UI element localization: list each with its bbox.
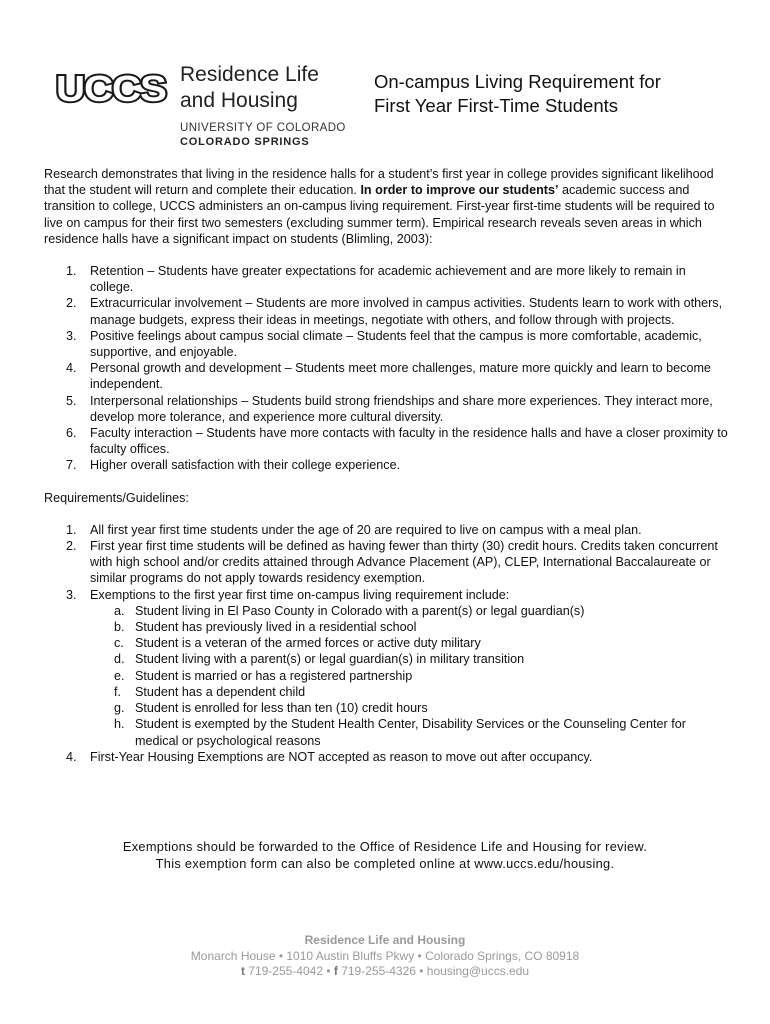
exemption-item: g. Student is enrolled for less than ten (10) credit hours — [114, 701, 428, 716]
requirements-list — [44, 522, 728, 765]
exemption-item: e. Student is married or has a registered partnership — [114, 668, 413, 683]
campus-name: COLORADO SPRINGS — [180, 136, 310, 148]
closing-line-2: This exemption form can also be completed online at www.uccs.edu/housing. — [155, 856, 615, 871]
exemption-item: b. Student has previously lived in a residential school — [114, 620, 417, 635]
exemption-item: a. Student living in El Paso County in Colorado with a parent(s) or legal guardian(s) — [114, 603, 585, 618]
university-name: UNIVERSITY OF COLORADO — [180, 122, 346, 134]
exemption-item: c. Student is a veteran of the armed forces or active duty military — [114, 636, 481, 651]
intro-paragraph — [44, 166, 728, 247]
intro-text-2: academic success and transition to college, UCCS administers an on-campus living requirement. First-year first-time students will be required to live on campus for their first two semesters (excluding summer term). Empirical research reveals seven areas in which residence halls have a significant impact on students (Blimling, 2003): — [44, 183, 715, 246]
impact-area-item: 7. Higher overall satisfaction with their college experience. — [66, 458, 401, 473]
requirements-heading: Requirements/Guidelines: — [44, 490, 189, 505]
exemption-item: h. Student is exempted by the Student Health Center, Disability Services or the Counseling Center for medical or psychological reasons — [114, 717, 686, 748]
impact-area-item: 1. Retention – Students have greater expectations for academic achievement and are more likely to remain in college. — [66, 264, 686, 295]
document-body — [44, 166, 728, 765]
impact-areas-list — [44, 263, 728, 474]
intro-text-1: Research demonstrates that living in the residence halls for a student’s first year in college provides significant likelihood that the student will return and complete their education. — [44, 167, 714, 198]
requirement-item: 3. Exemptions to the first year first time on-campus living requirement include: a. Student living in El Paso County in Colorado with a parent(s) or legal guardian(s) b. Student has previously lived in a residential school c. Student is a veteran of the armed forces or active duty military d. Student living with a parent(s) or legal guardian(s) in military transition e. Student is married or has a registered partnership f. Student has a dependent child g. Student is enrolled for less than ten (10) credit hours h. Student is exempted by the Student Health Center, Disability Services or the Counseling Center for medical or psychological reasons — [44, 587, 728, 749]
closing-note — [0, 838, 770, 872]
impact-area-item: 2. Extracurricular involvement – Students are more involved in campus activities. Students learn to work with others, manage budgets, express their ideas in meetings, negotiate with others, and follow through with projects. — [66, 296, 723, 327]
closing-line-1: Exemptions should be forwarded to the Office of Residence Life and Housing for review. — [122, 839, 648, 854]
requirement-item: 4. First-Year Housing Exemptions are NOT accepted as reason to move out after occupancy. — [66, 749, 593, 764]
impact-area-item: 4. Personal growth and development – Students meet more challenges, mature more quickly and learn to become independent. — [66, 361, 711, 392]
uccs-logo: UCCS — [56, 68, 166, 109]
letterhead — [56, 60, 736, 150]
requirement-item: 1. All first year first time students under the age of 20 are required to live on campus with a meal plan. — [66, 522, 642, 537]
intro-bold-text: In order to improve our students’ — [360, 183, 559, 198]
department-name: Residence Life and Housing — [180, 63, 319, 112]
footer-address: Monarch House • 1010 Austin Bluffs Pkwy • Colorado Springs, CO 80918 — [190, 948, 580, 963]
footer-heading: Residence Life and Housing — [304, 933, 466, 947]
document-title: On-campus Living Requirement for First Year First-Time Students — [374, 71, 661, 116]
exemption-list — [90, 603, 728, 749]
impact-area-item: 3. Positive feelings about campus social climate – Students feel that the campus is more comfortable, academic, supportive, and enjoyable. — [66, 328, 702, 360]
impact-area-item: 6. Faculty interaction – Students have more contacts with faculty in the residence halls and have a closer proximity to faculty offices. — [66, 426, 728, 457]
footer-contact: t 719-255-4042 • f 719-255-4326 • housing@uccs.edu — [240, 964, 530, 978]
exemption-item: f. Student has a dependent child — [114, 684, 306, 699]
exemption-item: d. Student living with a parent(s) or legal guardian(s) in military transition — [114, 652, 525, 667]
footer — [0, 933, 770, 980]
requirement-item: 2. First year first time students will be defined as having fewer than thirty (30) credit hours. Credits taken concurrent with high school and/or credits attained through Advance Placement (AP), CLEP, International Baccalaureate or similar programs do not apply towards residency exemption. — [66, 539, 718, 586]
impact-area-item: 5. Interpersonal relationships – Students build strong friendships and share more experiences. They interact more, develop more tolerance, and experience more cultural diversity. — [66, 393, 713, 424]
